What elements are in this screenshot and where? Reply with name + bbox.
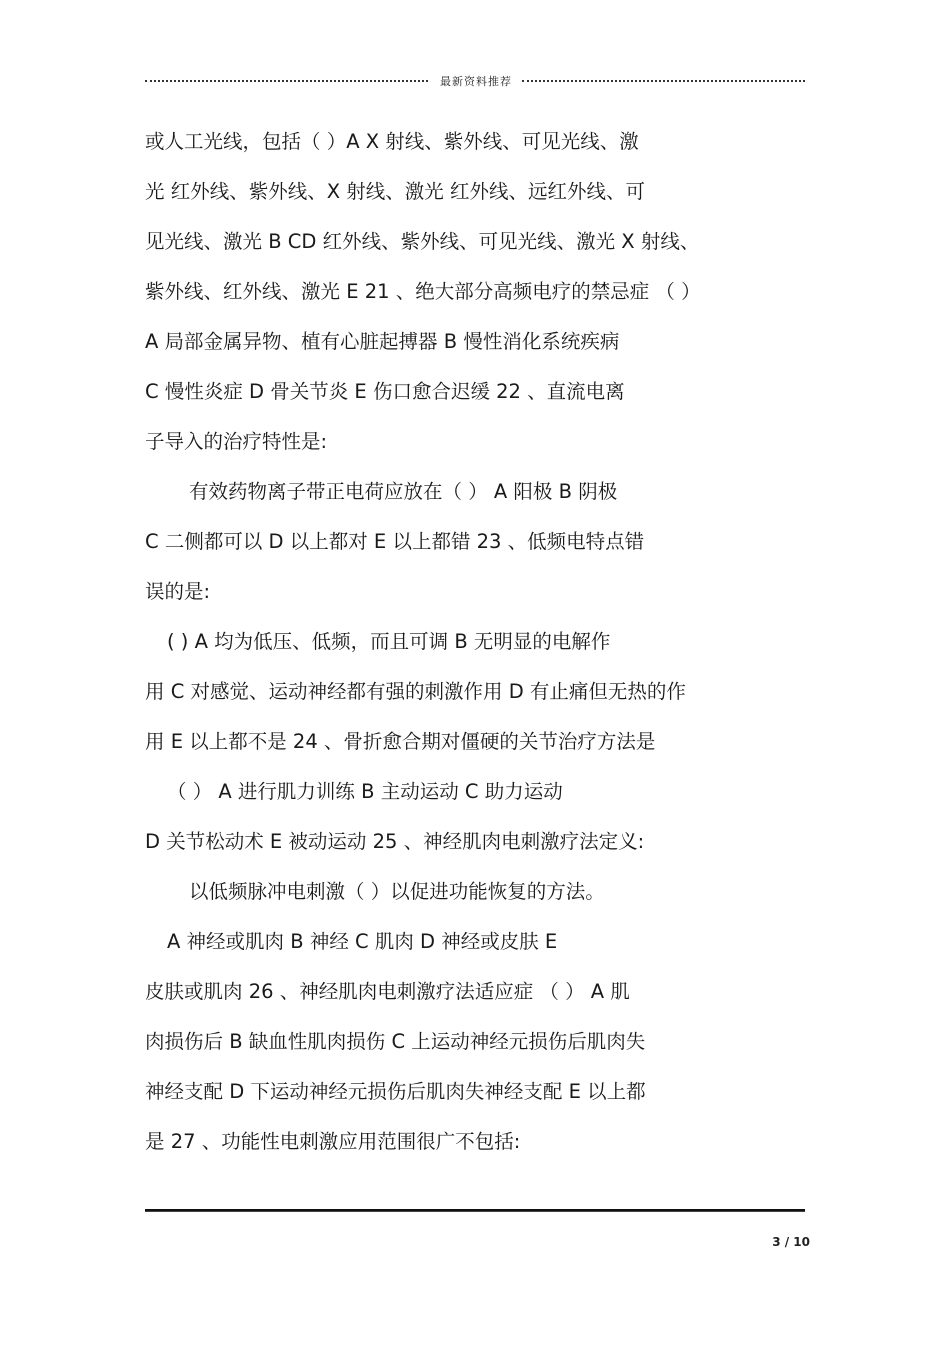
text-line: A 局部金属异物、植有心脏起搏器 B 慢性消化系统疾病 <box>145 330 620 353</box>
text-line: 见光线、激光 B CD 红外线、紫外线、可见光线、激光 X 射线、 <box>145 230 700 253</box>
text-line: ( ) A 均为低压、低频，而且可调 B 无明显的电解作 <box>167 630 611 653</box>
text-line: C 慢性炎症 D 骨关节炎 E 伤口愈合迟缓 22 、直流电离 <box>145 380 625 403</box>
text-line: 有效药物离子带正电荷应放在（ ） A 阳极 B 阴极 <box>189 480 618 503</box>
text-line: 是 27 、功能性电刺激应用范围很广不包括: <box>145 1130 521 1153</box>
text-line: 皮肤或肌肉 26 、神经肌肉电刺激疗法适应症 （ ） A 肌 <box>145 980 630 1003</box>
text-line: 或人工光线，包括（ ）A X 射线、紫外线、可见光线、激 <box>145 130 639 153</box>
page-number: 3 / 10 <box>772 1235 810 1249</box>
text-line: 神经支配 D 下运动神经元损伤后肌肉失神经支配 E 以上都 <box>145 1080 646 1103</box>
document-body <box>145 117 807 1167</box>
text-line: 光 红外线、紫外线、X 射线、激光 红外线、远红外线、可 <box>145 180 645 203</box>
text-line: 用 C 对感觉、运动神经都有强的刺激作用 D 有止痛但无热的作 <box>145 680 686 703</box>
header-title: 最新资料推荐 <box>440 75 512 88</box>
text-line: 子导入的治疗特性是: <box>145 430 328 453</box>
text-line: 紫外线、红外线、激光 E 21 、绝大部分高频电疗的禁忌症 （ ） <box>145 280 701 303</box>
text-line: D 关节松动术 E 被动运动 25 、神经肌肉电刺激疗法定义: <box>145 830 645 853</box>
header-dashed-line-left <box>145 80 428 82</box>
text-line: 以低频脉冲电刺激（ ）以促进功能恢复的方法。 <box>189 880 605 903</box>
text-line: 肉损伤后 B 缺血性肌肉损伤 C 上运动神经元损伤后肌肉失 <box>145 1030 646 1053</box>
page-header <box>145 72 805 90</box>
header-dashed-line-right <box>522 80 805 82</box>
text-line: 用 E 以上都不是 24 、骨折愈合期对僵硬的关节治疗方法是 <box>145 730 656 753</box>
footer-rule <box>145 1209 805 1213</box>
text-line: C 二侧都可以 D 以上都对 E 以上都错 23 、低频电特点错 <box>145 530 645 553</box>
text-line: 误的是: <box>145 580 211 603</box>
text-line: A 神经或肌肉 B 神经 C 肌肉 D 神经或皮肤 E <box>167 930 558 953</box>
text-line: （ ） A 进行肌力训练 B 主动运动 C 助力运动 <box>167 780 563 803</box>
